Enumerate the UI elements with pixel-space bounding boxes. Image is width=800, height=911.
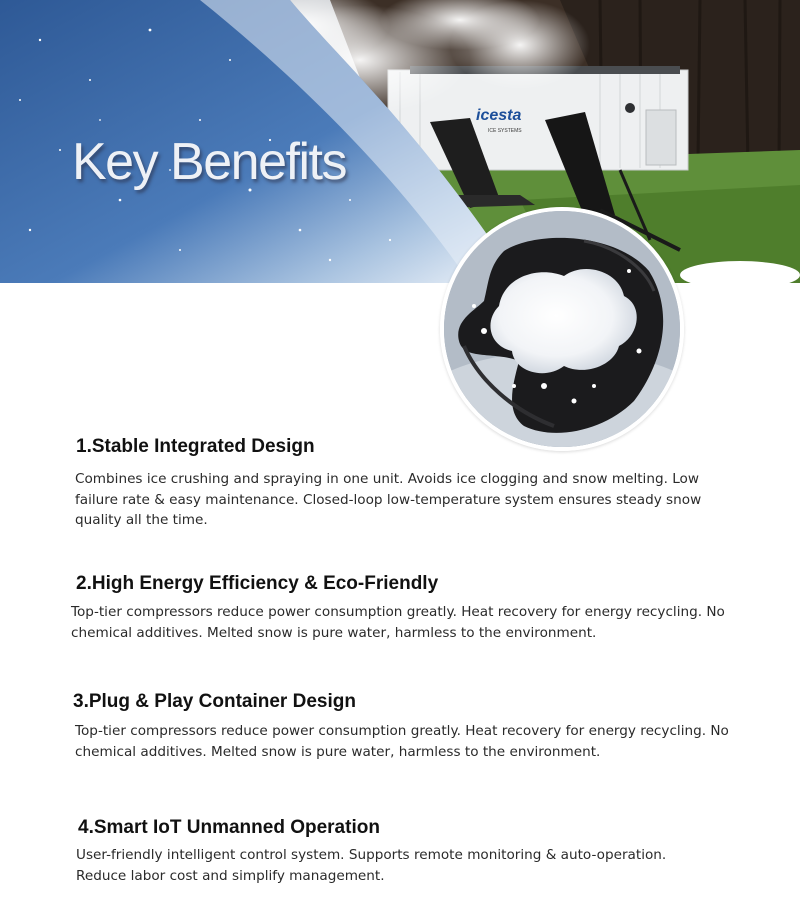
brand-logo: icesta xyxy=(476,107,522,124)
hero-banner xyxy=(0,0,800,283)
benefit-description: Top-tier compressors reduce power consumption greatly. Heat recovery for energy recycling. No chemical additives. Melted snow is pure water, harmless to the environment. xyxy=(75,723,729,760)
brand-subtitle: ICE SYSTEMS xyxy=(488,128,522,134)
benefit-title: 2.High Energy Efficiency & Eco-Friendly xyxy=(76,573,439,594)
benefit-title: 4.Smart IoT Unmanned Operation xyxy=(78,817,380,838)
benefit-title: 3.Plug & Play Container Design xyxy=(73,691,356,712)
benefit-description: Top-tier compressors reduce power consumption greatly. Heat recovery for energy recycling. No chemical additives. Melted snow is pure water, harmless to the environment. xyxy=(71,604,725,641)
benefit-description: Combines ice crushing and spraying in one unit. Avoids ice clogging and snow melting. Low failure rate & easy maintenance. Closed-loop low-temperature system ensures steady snow quality all the time. xyxy=(75,471,702,528)
benefit-description: User-friendly intelligent control system. Supports remote monitoring & auto-operation. Reduce labor cost and simplify management. xyxy=(76,847,667,884)
hero-title: Key Benefits xyxy=(72,133,346,191)
snow-glove-photo xyxy=(440,207,684,451)
benefit-title: 1.Stable Integrated Design xyxy=(76,436,315,457)
